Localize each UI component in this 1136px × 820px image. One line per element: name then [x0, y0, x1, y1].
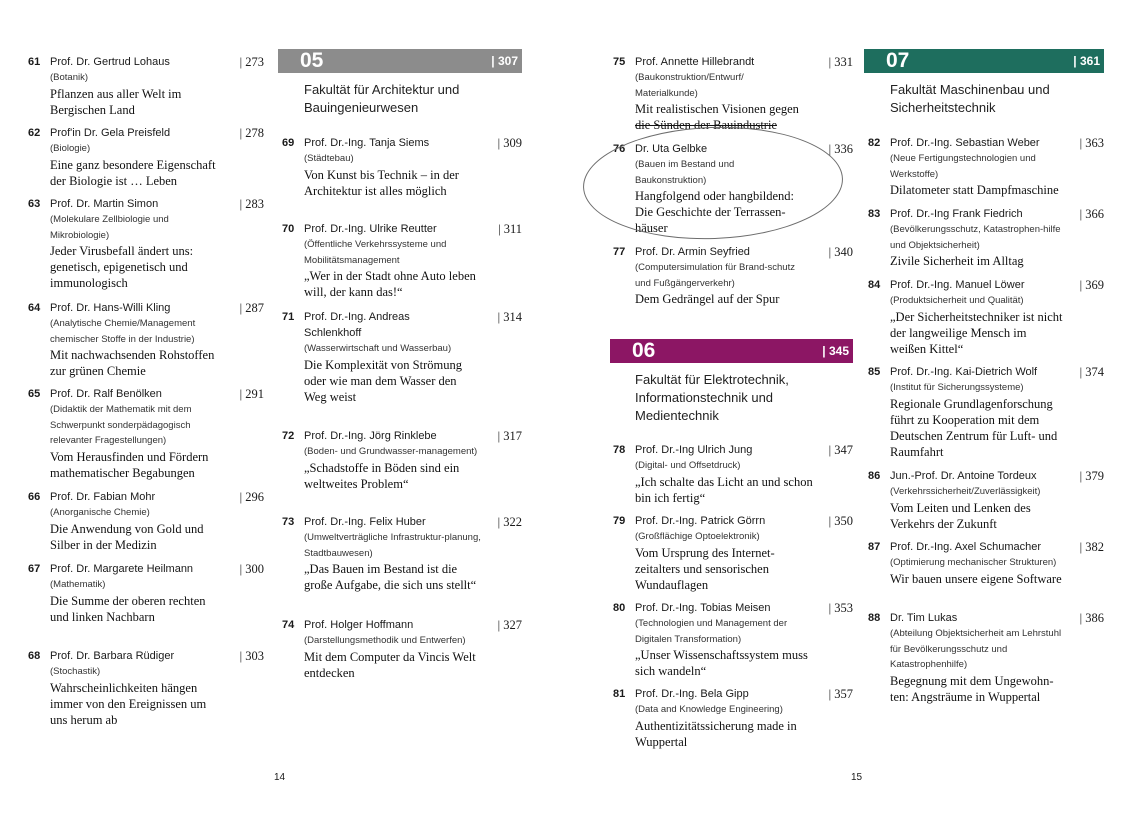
entry-author: Prof. Dr.-Ing. Andreas Schlenkhoff — [304, 311, 410, 339]
entry-page: | 300 — [239, 562, 264, 576]
entry-title: „Wer in der Stadt ohne Auto leben will, der kann das!“ — [304, 269, 476, 299]
entry-title: Von Kunst bis Technik – in der Architektur ist alles möglich — [304, 167, 459, 198]
entry-author: Prof'in Dr. Gela Preisfeld — [50, 127, 171, 139]
entry-title: Die Anwendung von Gold und Silber in der Medizin — [50, 521, 204, 552]
entry-title: Jeder Virusbefall ändert uns: genetisch, epigenetisch und immunologisch — [50, 244, 194, 290]
entry-number: 71 — [282, 311, 295, 323]
entry-author: Dr. Tim Lukas — [890, 612, 958, 624]
entry-discipline: (Baukonstruktion/Entwurf/ Materialkunde) — [635, 72, 744, 99]
entry-title: „Der Sicherheitstechniker ist nicht der langweilige Mensch im weißen Kittel“ — [890, 309, 1063, 356]
toc-entry-83[interactable] — [868, 206, 1104, 269]
entry-discipline: (Städtebau) — [304, 153, 354, 164]
entry-author: Prof. Dr.-Ing. Kai-Dietrich Wolf — [890, 366, 1038, 378]
entry-author: Prof. Annette Hillebrandt — [635, 56, 755, 68]
toc-entry-64[interactable] — [28, 300, 264, 379]
entry-page: | 291 — [239, 387, 264, 401]
entry-number: 82 — [868, 137, 881, 149]
entry-title: Wir bauen unsere eigene Software — [890, 571, 1062, 586]
entry-discipline: (Analytische Chemie/Management chemischer Stoffe in der Industrie) — [50, 318, 196, 345]
entry-number: 75 — [613, 56, 626, 68]
entry-page: | 382 — [1079, 540, 1104, 554]
entry-number: 68 — [28, 650, 41, 662]
entry-page: | 366 — [1079, 207, 1104, 221]
entry-number: 74 — [282, 619, 295, 631]
entry-title: Vom Herausfinden und Fördern mathematischer Begabungen — [50, 449, 209, 480]
toc-entry-82[interactable] — [868, 135, 1104, 198]
toc-entry-72[interactable] — [282, 428, 522, 492]
entry-page: | 309 — [497, 136, 522, 150]
entry-title: Hangfolgend oder hangbildend: Die Geschichte der Terrassen-häuser — [635, 189, 794, 235]
entry-title: Zivile Sicherheit im Alltag — [890, 254, 1024, 268]
entry-discipline: (Computersimulation für Brand-schutz und Fußgängerverkehr) — [635, 262, 795, 289]
toc-entry-73[interactable] — [282, 514, 522, 593]
entry-number: 76 — [613, 143, 626, 155]
entry-discipline: (Neue Fertigungstechnologien und Werkstoffe) — [890, 153, 1036, 180]
page-number-right: 15 — [851, 772, 863, 783]
entry-author: Prof. Dr.-Ing. Patrick Görrn — [635, 515, 766, 527]
entry-author: Prof. Dr.-Ing. Jörg Rinklebe — [304, 430, 437, 442]
entry-discipline: (Technologien und Management der Digitalen Transformation) — [635, 618, 788, 645]
entry-title: Pflanzen aus aller Welt im Bergischen Land — [50, 86, 182, 117]
entry-author: Prof. Dr.-Ing. Sebastian Weber — [890, 137, 1040, 149]
entry-number: 63 — [28, 198, 41, 210]
entry-number: 66 — [28, 491, 41, 503]
faculty-name: Fakultät für Elektrotechnik, Informationstechnik und Medientechnik — [635, 372, 789, 423]
entry-number: 77 — [613, 246, 626, 258]
entry-author: Prof. Dr. Barbara Rüdiger — [50, 650, 175, 662]
entry-number: 81 — [613, 688, 626, 700]
entry-page: | 273 — [239, 55, 264, 69]
toc-entry-84[interactable] — [868, 277, 1104, 357]
entry-page: | 317 — [497, 429, 522, 443]
toc-entry-71[interactable] — [282, 309, 522, 405]
entry-number: 73 — [282, 516, 295, 528]
entry-discipline: (Stochastik) — [50, 666, 101, 677]
entry-author: Jun.-Prof. Dr. Antoine Tordeux — [890, 470, 1037, 482]
toc-entry-77[interactable] — [613, 244, 853, 307]
entry-page: | 287 — [239, 301, 264, 315]
entry-discipline: (Bevölkerungsschutz, Katastrophen-hilfe und Objektsicherheit) — [890, 224, 1061, 251]
entry-discipline: (Umweltverträgliche Infrastruktur-planung, Stadtbauwesen) — [304, 532, 481, 559]
entry-title: „Das Bauen im Bestand ist die große Aufgabe, die sich uns stellt“ — [304, 562, 477, 592]
entry-title: Dem Gedrängel auf der Spur — [635, 292, 780, 306]
entry-title: Mit dem Computer da Vincis Welt entdecken — [304, 649, 476, 680]
entry-discipline: (Optimierung mechanischer Strukturen) — [890, 557, 1057, 568]
entry-title: Vom Ursprung des Internet-zeitalters und sensorischen Wundauflagen — [635, 545, 775, 592]
entry-author: Prof. Dr. Gertrud Lohaus — [50, 56, 170, 68]
toc-entry-81[interactable] — [613, 686, 853, 750]
faculty-name: Fakultät Maschinenbau und Sicherheitstechnik — [890, 82, 1050, 115]
entry-title: Mit nachwachsenden Rohstoffen zur grünen Chemie — [50, 348, 215, 378]
entry-page: | 347 — [828, 443, 853, 457]
entry-author: Prof. Dr.-Ing Frank Fiedrich — [890, 208, 1023, 220]
entry-title: Wahrscheinlichkeiten hängen immer von den Ereignissen um uns herum ab — [50, 680, 207, 727]
toc-entry-68[interactable] — [28, 648, 264, 728]
entry-discipline: (Großflächige Optoelektronik) — [635, 531, 760, 542]
toc-entry-70[interactable] — [282, 221, 522, 300]
entry-title: Authentizitätssicherung made in Wuppertal — [635, 718, 797, 749]
entry-discipline: (Bauen im Bestand und Baukonstruktion) — [635, 159, 735, 186]
toc-entry-67[interactable] — [28, 561, 264, 625]
entry-title-struck: die Sünden der Bauindustrie — [635, 118, 777, 132]
toc-entry-88[interactable] — [868, 610, 1104, 705]
entry-page: | 369 — [1079, 278, 1104, 292]
entry-number: 65 — [28, 388, 41, 400]
entry-discipline: (Produktsicherheit und Qualität) — [890, 295, 1024, 306]
toc-entry-61[interactable] — [28, 54, 264, 118]
entry-page: | 374 — [1079, 365, 1104, 379]
entry-page: | 379 — [1079, 469, 1104, 483]
entry-author: Prof. Dr.-Ing Ulrich Jung — [635, 444, 753, 456]
entry-author: Prof. Dr. Margarete Heilmann — [50, 563, 194, 575]
entry-discipline: (Biologie) — [50, 143, 91, 154]
entry-title: Regionale Grundlagenforschung führt zu Kooperation mit dem Deutschen Zentrum für Luft- und Raumfahrt — [890, 396, 1058, 459]
entry-number: 87 — [868, 541, 881, 553]
entry-title: „Unser Wissenschaftssystem muss sich wandeln“ — [635, 648, 808, 678]
entry-title: „Schadstoffe in Böden sind ein weltweites Problem“ — [304, 460, 460, 491]
entry-title: „Ich schalte das Licht an und schon bin ich fertig“ — [635, 474, 813, 505]
entry-page: | 296 — [239, 490, 264, 504]
entry-author: Prof. Dr.-Ing. Manuel Löwer — [890, 279, 1025, 291]
entry-discipline: (Verkehrssicherheit/Zuverlässigkeit) — [890, 486, 1041, 497]
entry-number: 62 — [28, 127, 41, 139]
entry-number: 70 — [282, 223, 295, 235]
entry-discipline: (Molekulare Zellbiologie und Mikrobiologie) — [50, 214, 169, 241]
entry-page: | 350 — [828, 514, 853, 528]
toc-entry-62[interactable] — [28, 125, 264, 189]
entry-number: 79 — [613, 515, 626, 527]
entry-number: 88 — [868, 612, 881, 624]
entry-author: Prof. Dr. Hans-Willi Kling — [50, 302, 171, 314]
entry-number: 85 — [868, 366, 881, 378]
entry-discipline: (Mathematik) — [50, 579, 106, 590]
toc-entry-75[interactable] — [613, 54, 853, 133]
entry-author: Prof. Holger Hoffmann — [304, 619, 414, 631]
section-header-05[interactable] — [278, 49, 522, 73]
entry-page: | 386 — [1079, 611, 1104, 625]
entry-page: | 340 — [828, 245, 853, 259]
entry-author: Prof. Dr.-Ing. Axel Schumacher — [890, 541, 1042, 553]
entry-page: | 353 — [828, 601, 853, 615]
entry-number: 61 — [28, 56, 41, 68]
entry-author: Prof. Dr.-Ing. Ulrike Reutter — [304, 223, 437, 235]
entry-author: Prof. Dr.-Ing. Tanja Siems — [304, 137, 430, 149]
entry-number: 83 — [868, 208, 881, 220]
entry-page: | 327 — [497, 618, 522, 632]
entry-title: Die Summe der oberen rechten und linken Nachbarn — [50, 593, 206, 624]
toc-entry-69[interactable] — [282, 135, 522, 199]
section-number: 06 — [632, 339, 656, 362]
entry-discipline: (Digital- und Offsetdruck) — [635, 460, 741, 471]
entry-discipline: (Boden- und Grundwasser-management) — [304, 446, 478, 457]
toc-entry-80[interactable] — [613, 600, 853, 679]
entry-number: 78 — [613, 444, 626, 456]
section-number: 05 — [300, 49, 324, 72]
entry-author: Prof. Dr. Armin Seyfried — [635, 246, 750, 258]
entry-page: | 322 — [497, 515, 522, 529]
entry-page: | 303 — [239, 649, 264, 663]
entry-page: | 278 — [239, 126, 264, 140]
page-number-left: 14 — [274, 772, 286, 783]
entry-page: | 357 — [828, 687, 853, 701]
entry-author: Prof. Dr.-Ing. Felix Huber — [304, 516, 426, 528]
entry-author: Prof. Dr.-Ing. Bela Gipp — [635, 688, 749, 700]
entry-author: Prof. Dr.-Ing. Tobias Meisen — [635, 602, 771, 614]
entry-discipline: (Anorganische Chemie) — [50, 507, 150, 518]
entry-page: | 336 — [828, 142, 853, 156]
entry-page: | 363 — [1079, 136, 1104, 150]
entry-discipline: (Didaktik der Mathematik mit dem Schwerpunkt sonderpädagogisch relevanter Fragestellungen) — [50, 404, 192, 446]
entry-number: 72 — [282, 430, 295, 442]
toc-entry-86[interactable] — [868, 468, 1104, 532]
entry-discipline: (Data and Knowledge Engineering) — [635, 704, 783, 715]
entry-page: | 311 — [498, 222, 522, 236]
entry-author: Prof. Dr. Fabian Mohr — [50, 491, 156, 503]
toc-entry-65[interactable] — [28, 386, 264, 481]
toc-entry-87[interactable] — [868, 539, 1104, 587]
entry-author: Prof. Dr. Ralf Benölken — [50, 388, 162, 400]
entry-author: Prof. Dr. Martin Simon — [50, 198, 159, 210]
entry-number: 67 — [28, 563, 41, 575]
entry-discipline: (Öffentliche Verkehrssysteme und Mobilitätsmanagement — [304, 239, 447, 266]
entry-number: 80 — [613, 602, 626, 614]
entry-title: Dilatometer statt Dampfmaschine — [890, 183, 1059, 197]
entry-author: Dr. Uta Gelbke — [635, 143, 708, 155]
entry-title: Eine ganz besondere Eigenschaft der Biologie ist … Leben — [50, 157, 216, 188]
section-header-07[interactable] — [864, 49, 1104, 73]
entry-title: Die Komplexität von Strömung oder wie man dem Wasser den Weg weist — [304, 357, 462, 404]
toc-entry-66[interactable] — [28, 489, 264, 553]
entry-discipline: (Wasserwirtschaft und Wasserbau) — [304, 343, 452, 354]
entry-page: | 331 — [828, 55, 853, 69]
entry-number: 84 — [868, 279, 881, 291]
entry-title: Mit realistischen Visionen gegen — [635, 102, 799, 116]
entry-number: 86 — [868, 470, 881, 482]
section-page: | 361 — [1073, 54, 1100, 68]
entry-discipline: (Darstellungsmethodik und Entwerfen) — [304, 635, 466, 646]
section-number: 07 — [886, 49, 910, 72]
section-page: | 345 — [822, 344, 849, 358]
section-page: | 307 — [491, 54, 518, 68]
entry-number: 64 — [28, 302, 41, 314]
entry-page: | 283 — [239, 197, 264, 211]
entry-page: | 314 — [497, 310, 522, 324]
entry-discipline: (Institut für Sicherungssysteme) — [890, 382, 1024, 393]
toc-entry-63[interactable] — [28, 196, 264, 291]
entry-title: Vom Leiten und Lenken des Verkehrs der Zukunft — [890, 500, 1031, 531]
entry-discipline: (Abteilung Objektsicherheit am Lehrstuhl für Bevölkerungsschutz und Katastrophenhilfe) — [890, 628, 1062, 670]
entry-title: Begegnung mit dem Ungewohn-ten: Angsträume in Wuppertal — [890, 673, 1054, 704]
faculty-name: Fakultät für Architektur und Bauingenieurwesen — [304, 82, 460, 115]
entry-number: 69 — [282, 137, 295, 149]
toc-entry-74[interactable] — [282, 617, 522, 681]
toc-entry-78[interactable] — [613, 442, 853, 506]
toc-entry-79[interactable] — [613, 513, 853, 593]
toc-entry-85[interactable] — [868, 364, 1104, 460]
entry-discipline: (Botanik) — [50, 72, 89, 83]
section-header-06[interactable] — [610, 339, 853, 363]
